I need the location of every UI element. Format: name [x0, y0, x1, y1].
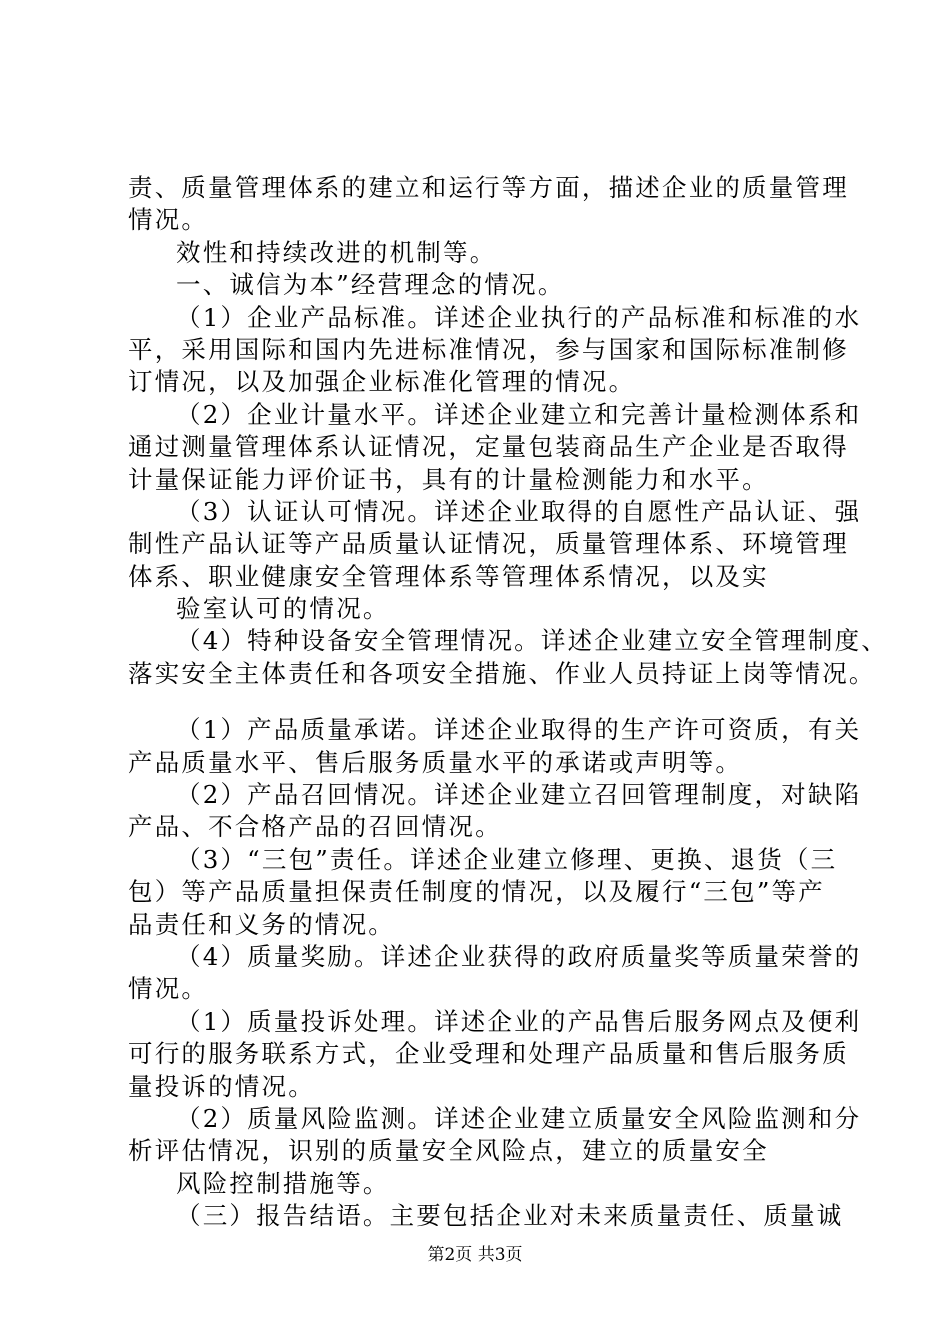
- text-line: 验室认可的情况。: [176, 594, 390, 624]
- text-line: 情况。: [128, 205, 209, 235]
- text-line: 产品、不合格产品的召回情况。: [128, 812, 502, 842]
- text-line: 计量保证能力评价证书，具有的计量检测能力和水平。: [128, 464, 769, 494]
- text-line: 责、质量管理体系的建立和运行等方面，描述企业的质量管理: [128, 173, 849, 202]
- text-line: 情况。: [128, 974, 209, 1004]
- text-line: 量投诉的情况。: [128, 1071, 315, 1101]
- text-line: （4）特种设备安全管理情况。详述企业建立安全管理制度、: [176, 626, 888, 656]
- text-line: 风险控制措施等。: [176, 1168, 390, 1198]
- text-line: （1）质量投诉处理。详述企业的产品售后服务网点及便利: [176, 1006, 862, 1036]
- text-line: 可行的服务联系方式，企业受理和处理产品质量和售后服务质: [128, 1039, 849, 1069]
- paragraph-gap: [128, 690, 832, 714]
- text-line: 平，采用国际和国内先进标准情况，参与国家和国际标准制修: [128, 334, 849, 364]
- text-line: （1）企业产品标准。详述企业执行的产品标准和标准的水: [176, 302, 862, 332]
- document-body: [128, 172, 888, 1233]
- text-line: 效性和持续改进的机制等。: [176, 237, 497, 267]
- text-line: （3）“三包”责任。详述企业建立修理、更换、退货（三: [176, 844, 838, 874]
- text-line: 通过测量管理体系认证情况，定量包装商品生产企业是否取得: [128, 432, 849, 462]
- text-line: （2）企业计量水平。详述企业建立和完善计量检测体系和: [176, 399, 862, 429]
- text-line: 产品质量水平、售后服务质量水平的承诺或声明等。: [128, 747, 743, 777]
- text-line: （2）产品召回情况。详述企业建立召回管理制度，对缺陷: [176, 780, 862, 810]
- text-line: 订情况，以及加强企业标准化管理的情况。: [128, 367, 636, 397]
- text-line: 制性产品认证等产品质量认证情况，质量管理体系、环境管理: [128, 529, 849, 559]
- text-line: 品责任和义务的情况。: [128, 909, 395, 939]
- text-line: 析评估情况，识别的质量安全风险点，建立的质量安全: [128, 1136, 769, 1166]
- text-line: 一、诚信为本”经营理念的情况。: [176, 270, 565, 300]
- text-line: （3）认证认可情况。详述企业取得的自愿性产品认证、强: [176, 496, 862, 526]
- text-line: （1）产品质量承诺。详述企业取得的生产许可资质，有关: [176, 715, 862, 745]
- text-line: 体系、职业健康安全管理体系等管理体系情况，以及实: [128, 561, 769, 591]
- text-line: （2）质量风险监测。详述企业建立质量安全风险监测和分: [176, 1103, 862, 1133]
- text-line: 包）等产品质量担保责任制度的情况，以及履行“三包”等产: [128, 877, 825, 907]
- text-line: （三）报告结语。主要包括企业对未来质量责任、质量诚: [176, 1201, 844, 1231]
- text-line: 落实安全主体责任和各项安全措施、作业人员持证上岗等情况。: [128, 658, 876, 688]
- page-footer: 第2页 共3页: [427, 1245, 523, 1265]
- text-line: （4）质量奖励。详述企业获得的政府质量奖等质量荣誉的: [176, 941, 862, 971]
